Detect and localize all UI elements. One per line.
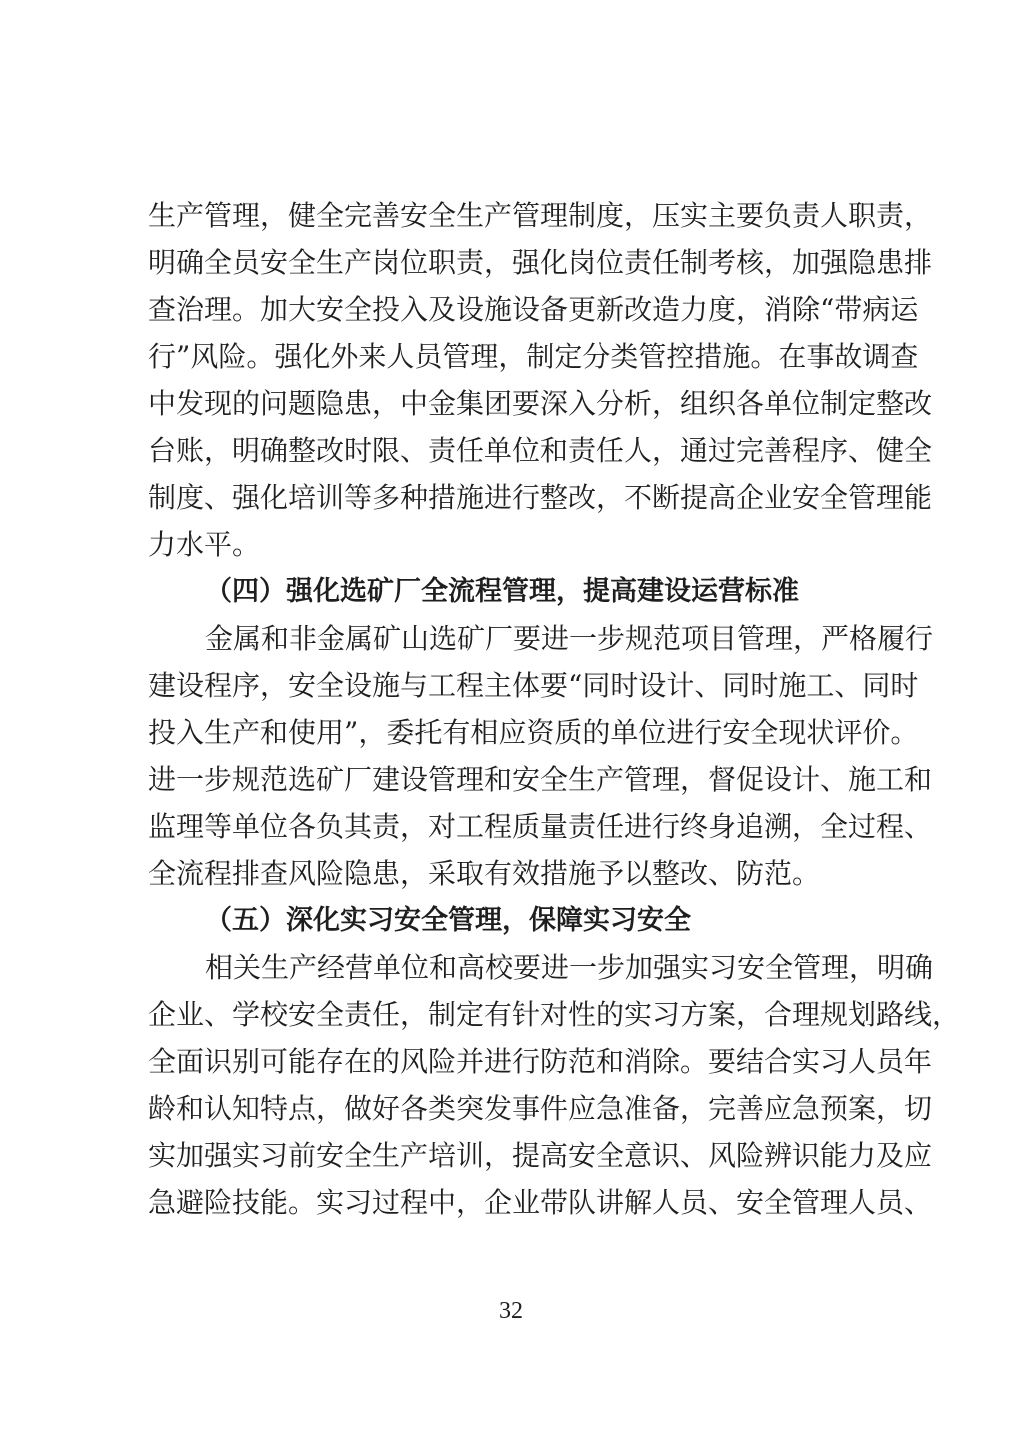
body-text-line: 金属和非金属矿山选矿厂要进一步规范项目管理，严格履行 <box>205 622 934 655</box>
body-text-line: 建设程序，安全设施与工程主体要“同时设计、同时施工、同时 <box>148 669 919 702</box>
body-text-line: 查治理。加大安全投入及设施设备更新改造力度，消除“带病运 <box>148 293 919 326</box>
body-text-line: 监理等单位各负其责，对工程质量责任进行终身追溯，全过程、 <box>148 810 933 843</box>
body-text-line: 全流程排查风险隐患，采取有效措施予以整改、防范。 <box>148 857 821 890</box>
body-text-line: 制度、强化培训等多种措施进行整改，不断提高企业安全管理能 <box>148 481 933 514</box>
body-text-line: 龄和认知特点，做好各类突发事件应急准备，完善应急预案，切 <box>148 1092 933 1125</box>
page-number: 32 <box>499 1298 523 1324</box>
body-text-line: 企业、学校安全责任，制定有针对性的实习方案，合理规划路线， <box>148 998 961 1031</box>
body-text-line: 进一步规范选矿厂建设管理和安全生产管理，督促设计、施工和 <box>148 763 933 796</box>
body-text-line: 力水平。 <box>148 528 261 561</box>
section-heading: （五）深化实习安全管理，保障实习安全 <box>205 905 691 936</box>
body-text-line: 急避险技能。实习过程中，企业带队讲解人员、安全管理人员、 <box>148 1186 933 1219</box>
body-text-line: 相关生产经营单位和高校要进一步加强实习安全管理，明确 <box>205 951 934 984</box>
body-text-line: 明确全员安全生产岗位职责，强化岗位责任制考核，加强隐患排 <box>148 246 933 279</box>
body-text-line: 全面识别可能存在的风险并进行防范和消除。要结合实习人员年 <box>148 1045 933 1078</box>
body-text-line: 生产管理，健全完善安全生产管理制度，压实主要负责人职责， <box>148 199 933 232</box>
section-heading: （四）强化选矿厂全流程管理，提高建设运营标准 <box>205 576 799 607</box>
body-text-line: 投入生产和使用”，委托有相应资质的单位进行安全现状评价。 <box>148 716 919 749</box>
body-text-line: 实加强实习前安全生产培训，提高安全意识、风险辨识能力及应 <box>148 1139 933 1172</box>
body-text-line: 中发现的问题隐患，中金集团要深入分析，组织各单位制定整改 <box>148 387 933 420</box>
body-text-line: 台账，明确整改时限、责任单位和责任人，通过完善程序、健全 <box>148 434 933 467</box>
body-text-line: 行”风险。强化外来人员管理，制定分类管控措施。在事故调查 <box>148 340 919 373</box>
